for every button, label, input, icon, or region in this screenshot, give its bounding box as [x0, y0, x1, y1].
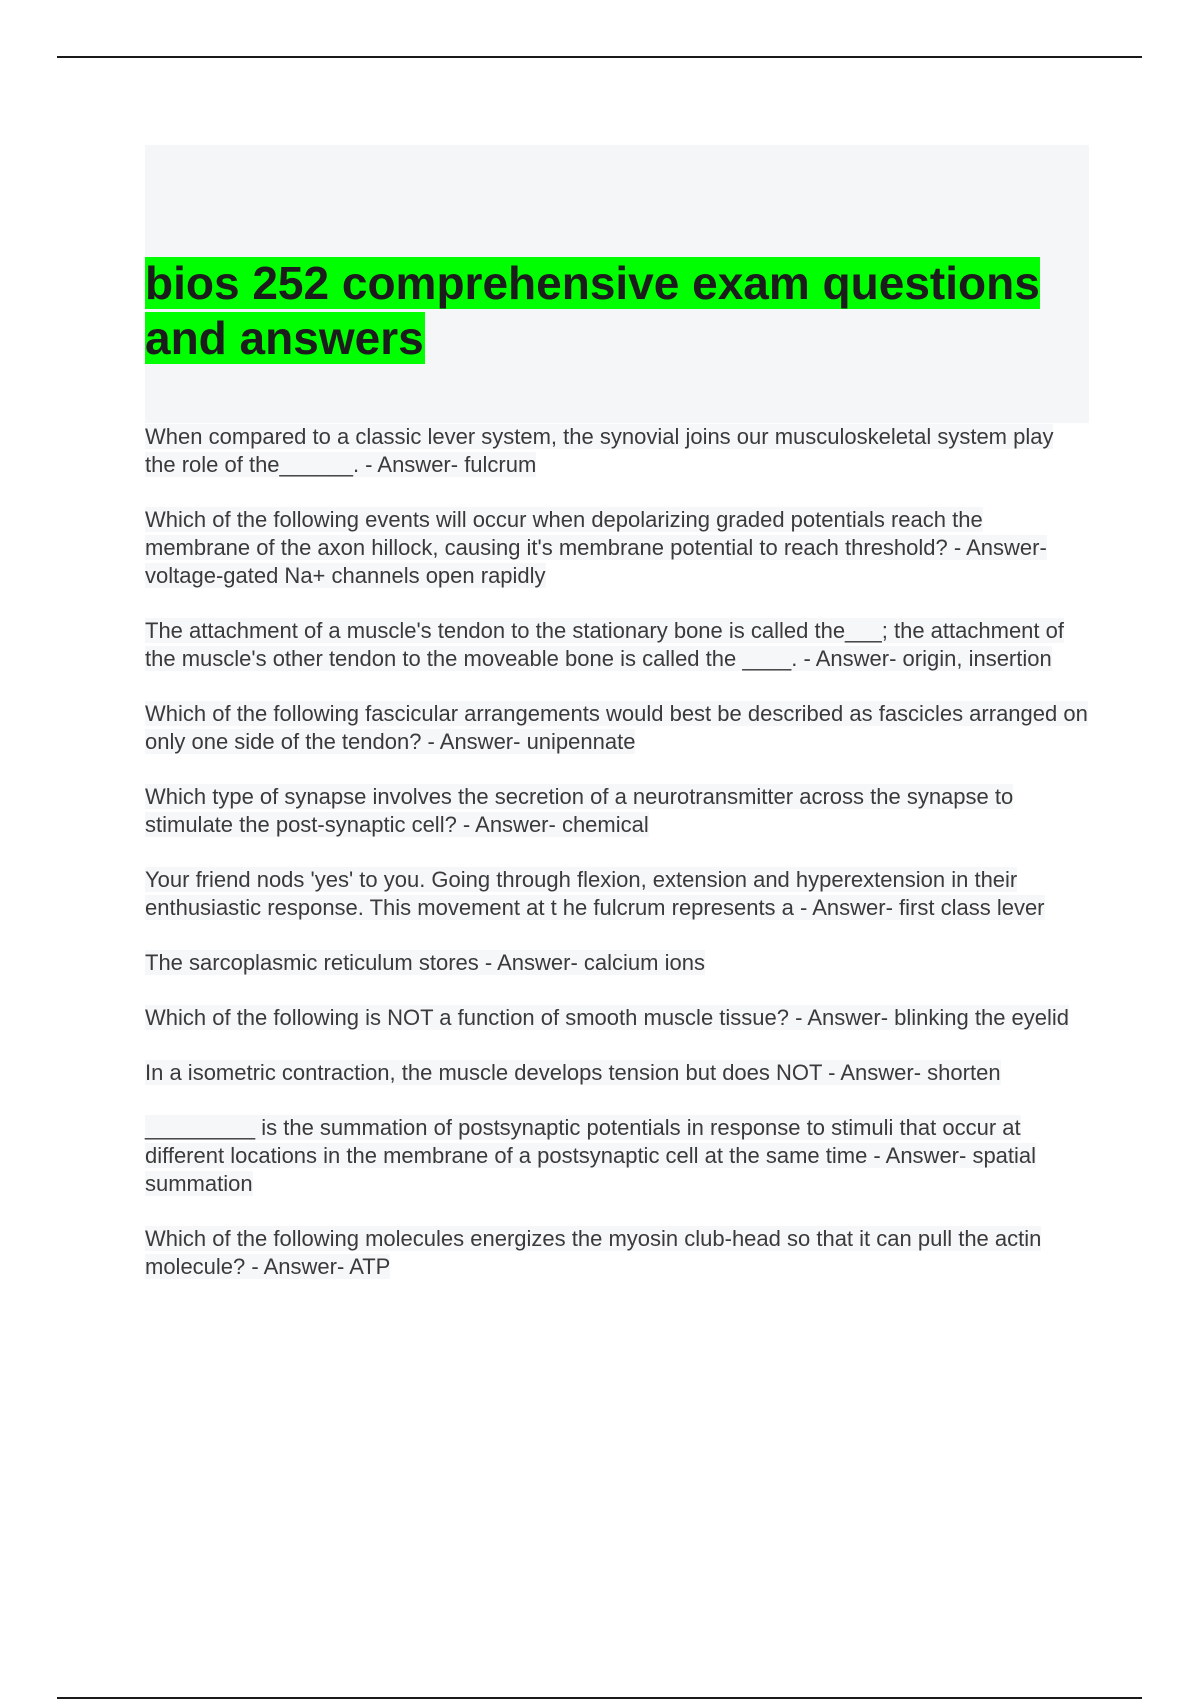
qa-text: Which of the following events will occur when depolarizing graded potentials reach the membrane of the axon hillock, causing it's membrane potential to reach threshold? - Answer- voltage-gated Na+ channels open rapidly — [145, 507, 1047, 588]
qa-list — [145, 423, 1089, 1308]
qa-text: Which of the following is NOT a function of smooth muscle tissue? - Answer- blinking the eyelid — [145, 1005, 1070, 1030]
qa-text: The sarcoplasmic reticulum stores - Answer- calcium ions — [145, 950, 705, 975]
qa-item — [145, 949, 1089, 977]
top-rule — [57, 56, 1142, 58]
qa-item — [145, 506, 1089, 590]
qa-text: When compared to a classic lever system, the synovial joins our musculoskeletal system play the role of the______. - Answer- fulcrum — [145, 424, 1054, 477]
document-title-text: bios 252 comprehensive exam questions and answers — [145, 257, 1040, 364]
qa-text: Which of the following molecules energizes the myosin club-head so that it can pull the actin molecule? - Answer- ATP — [145, 1226, 1042, 1279]
qa-item — [145, 423, 1089, 479]
qa-text: In a isometric contraction, the muscle develops tension but does NOT - Answer- shorten — [145, 1060, 1001, 1085]
qa-text: The attachment of a muscle's tendon to the stationary bone is called the___; the attachment of the muscle's other tendon to the moveable bone is called the ____. - Answer- origin, insertion — [145, 618, 1064, 671]
document-title — [145, 256, 1089, 366]
bottom-rule — [57, 1697, 1142, 1699]
qa-item — [145, 617, 1089, 673]
qa-item — [145, 1225, 1089, 1281]
qa-text: Your friend nods 'yes' to you. Going through flexion, extension and hyperextension in their enthusiastic response. This movement at t he fulcrum represents a - Answer- first class lever — [145, 867, 1045, 920]
qa-text: Which type of synapse involves the secretion of a neurotransmitter across the synapse to stimulate the post-synaptic cell? - Answer- chemical — [145, 784, 1014, 837]
qa-item — [145, 783, 1089, 839]
qa-item — [145, 1114, 1089, 1198]
qa-item — [145, 866, 1089, 922]
qa-item — [145, 1059, 1089, 1087]
qa-item — [145, 1004, 1089, 1032]
qa-text: _________ is the summation of postsynaptic potentials in response to stimuli that occur at different locations in the membrane of a postsynaptic cell at the same time - Answer- spatial summation — [145, 1115, 1037, 1196]
qa-text: Which of the following fascicular arrangements would best be described as fascicles arranged on only one side of the tendon? - Answer- unipennate — [145, 701, 1088, 754]
qa-item — [145, 700, 1089, 756]
